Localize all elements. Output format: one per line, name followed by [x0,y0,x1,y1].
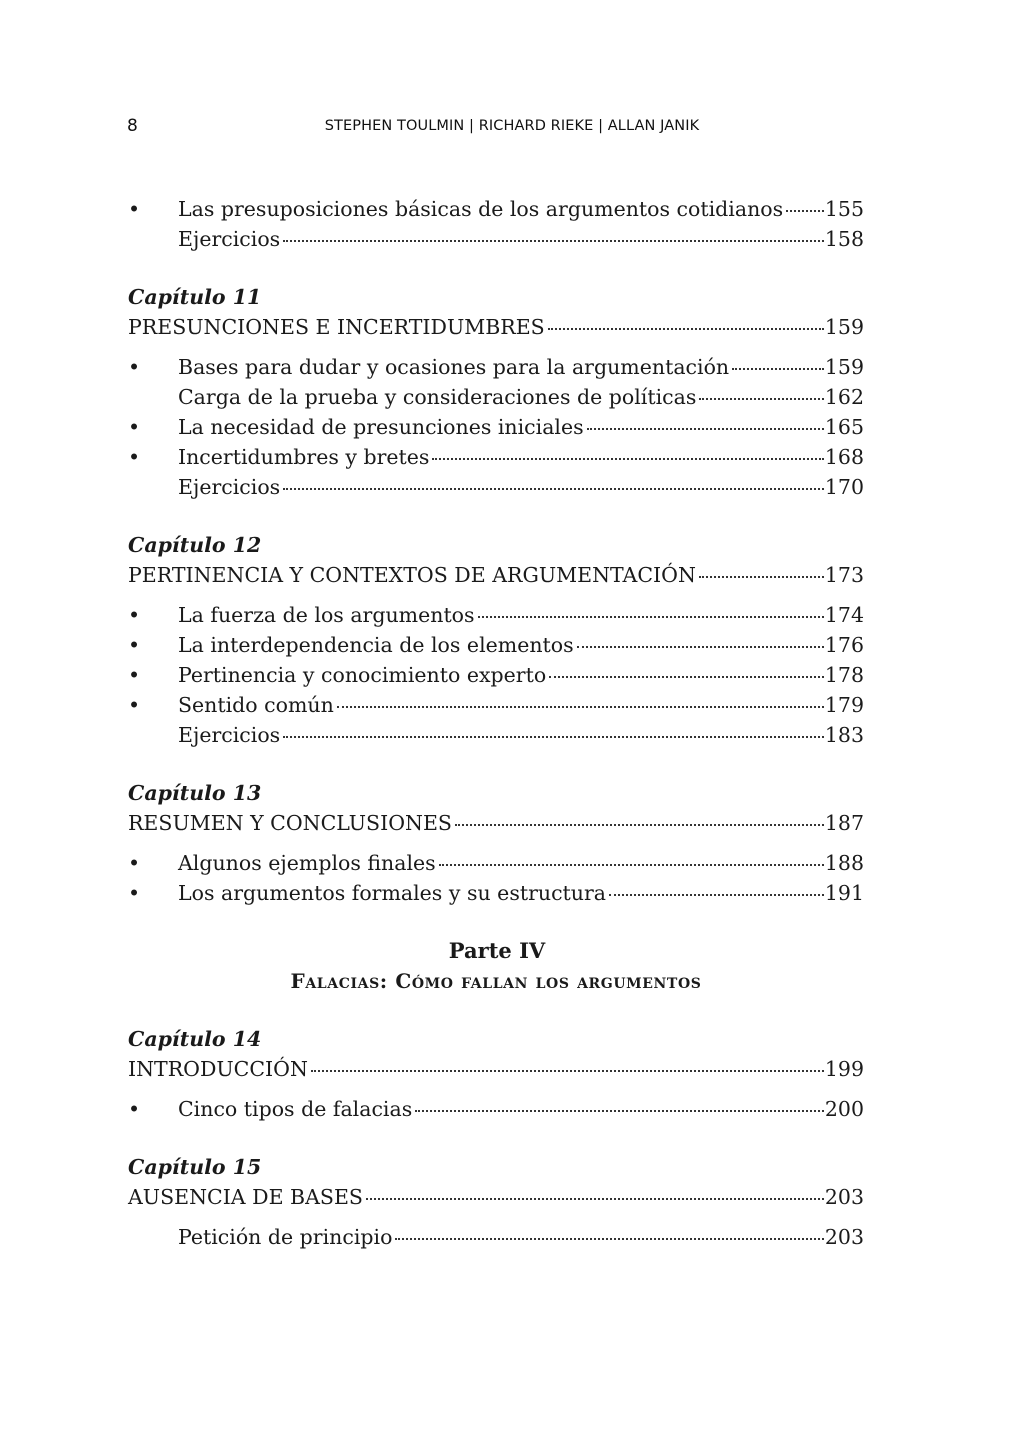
toc-entry [128,224,864,254]
toc-entry [128,382,864,412]
dot-leader [455,823,824,826]
toc-entry-page: 165 [824,415,864,439]
dot-leader [439,863,824,866]
toc-entry-text: Algunos ejemplos finales [178,851,436,875]
toc-entry-text: La necesidad de presunciones iniciales [178,415,584,439]
toc-entry-page: 179 [824,693,864,717]
bullet-icon: • [128,851,141,875]
toc-entry-text: Cinco tipos de falacias [178,1097,413,1121]
bullet-icon: • [128,633,141,657]
toc-entry-text: Las presuposiciones básicas de los argumentos cotidianos [178,197,784,221]
toc-entry-text: Incertidumbres y bretes [178,445,430,469]
running-header [0,116,1024,140]
dot-leader [786,209,824,212]
chapter-title: PRESUNCIONES E INCERTIDUMBRES [128,315,545,339]
dot-leader [478,615,824,618]
toc-entry-text: La fuerza de los argumentos [178,603,475,627]
toc-entry-page: 159 [824,355,864,379]
chapter-title-row [128,560,864,590]
chapter-label: Capítulo 13 [128,781,262,805]
toc-entry [128,720,864,750]
toc-entry-page: 174 [824,603,864,627]
bullet-icon: • [128,1097,141,1121]
toc-entry-page: 191 [824,881,864,905]
chapter-title: AUSENCIA DE BASES [128,1185,363,1209]
dot-leader [283,487,824,490]
toc-entry [128,352,864,382]
chapter-page: 199 [824,1057,864,1081]
toc-entry-page: 176 [824,633,864,657]
page-number: 8 [127,116,138,136]
dot-leader [549,675,824,678]
chapter-title-row [128,1182,864,1212]
dot-leader [366,1197,824,1200]
dot-leader [395,1237,823,1240]
chapter-title-row [128,312,864,342]
dot-leader [548,327,824,330]
toc-entry-text: Sentido común [178,693,334,717]
dot-leader [577,645,824,648]
toc-entry-text: Los argumentos formales y su estructura [178,881,607,905]
dot-leader [337,705,824,708]
bullet-icon: • [128,355,141,379]
part-subtitle: Falacias: Cómo fallan los argumentos [290,969,702,993]
toc-entry-text: La interdependencia de los elementos [178,633,574,657]
bullet-icon: • [128,445,141,469]
chapter-title: PERTINENCIA Y CONTEXTOS DE ARGUMENTACIÓN [128,563,696,587]
toc-entry [128,1094,864,1124]
chapter-label: Capítulo 11 [128,285,262,309]
toc-entry-page: 203 [824,1225,864,1249]
chapter-page: 159 [824,315,864,339]
chapter-label: Capítulo 15 [128,1155,262,1179]
dot-leader [609,893,824,896]
toc-entry-page: 200 [824,1097,864,1121]
chapter-label: Capítulo 14 [128,1027,262,1051]
toc-entry [128,1222,864,1252]
table-of-contents [128,194,864,1252]
chapter-title-row [128,808,864,838]
bullet-icon: • [128,603,141,627]
chapter-page: 173 [824,563,864,587]
toc-entry [128,412,864,442]
toc-entry [128,472,864,502]
toc-entry-page: 178 [824,663,864,687]
chapter-page: 203 [824,1185,864,1209]
toc-entry-text: Pertinencia y conocimiento experto [178,663,547,687]
toc-entry [128,878,864,908]
toc-entry-page: 183 [824,723,864,747]
toc-entry-page: 168 [824,445,864,469]
bullet-icon: • [128,415,141,439]
dot-leader [283,735,824,738]
chapter-title: INTRODUCCIÓN [128,1057,308,1081]
toc-entry-text: Petición de principio [178,1225,393,1249]
running-title: STEPHEN TOULMIN | RICHARD RIEKE | ALLAN JANIK [324,118,700,134]
toc-entry-page: 155 [824,197,864,221]
bullet-icon: • [128,663,141,687]
bullet-icon: • [128,693,141,717]
toc-entry-text: Ejercicios [178,475,281,499]
toc-entry-page: 162 [824,385,864,409]
toc-entry [128,630,864,660]
bullet-icon: • [128,197,141,221]
dot-leader [699,575,824,578]
bullet-icon: • [128,881,141,905]
toc-entry [128,600,864,630]
dot-leader [432,457,823,460]
dot-leader [283,239,824,242]
dot-leader [587,427,824,430]
toc-entry [128,848,864,878]
part-title: Parte IV [448,938,546,963]
chapter-title: RESUMEN Y CONCLUSIONES [128,811,452,835]
toc-entry [128,660,864,690]
dot-leader [311,1069,824,1072]
chapter-title-row [128,1054,864,1084]
toc-entry [128,442,864,472]
toc-entry-text: Bases para dudar y ocasiones para la argumentación [178,355,730,379]
toc-entry-page: 188 [824,851,864,875]
toc-entry-text: Ejercicios [178,723,281,747]
chapter-page: 187 [824,811,864,835]
toc-entry-page: 170 [824,475,864,499]
toc-entry-text: Carga de la prueba y consideraciones de políticas [178,385,697,409]
toc-entry-page: 158 [824,227,864,251]
toc-entry [128,690,864,720]
toc-entry [128,194,864,224]
toc-entry-text: Ejercicios [178,227,281,251]
dot-leader [732,367,824,370]
chapter-label: Capítulo 12 [128,533,262,557]
dot-leader [415,1109,824,1112]
dot-leader [699,397,824,400]
